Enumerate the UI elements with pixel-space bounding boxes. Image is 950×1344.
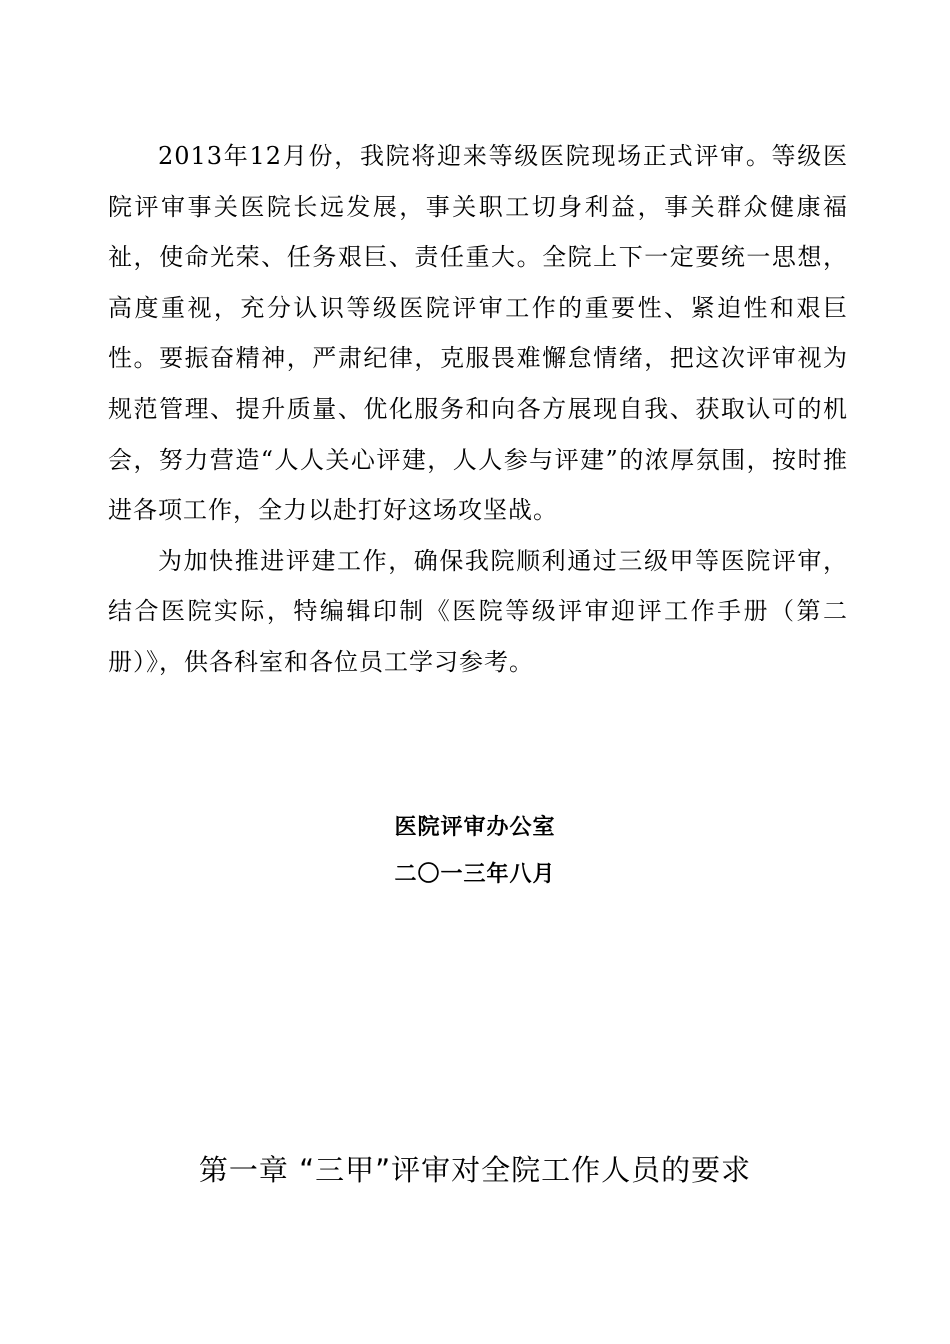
- signoff-date: 二〇一三年八月: [394, 862, 556, 887]
- signoff-office: 医院评审办公室: [394, 815, 556, 840]
- document-body: [108, 131, 848, 688]
- paragraph-purpose: 为加快推进评建工作，确保我院顺利通过三级甲等医院评审，结合医院实际，特编辑印制《医院等级评审迎评工作手册（第二册）》，供各科室和各位员工学习参考。: [108, 546, 848, 676]
- chapter-title: 第一章 “三甲”评审对全院工作人员的要求: [198, 1153, 752, 1187]
- paragraph-intro: 2013年12月份，我院将迎来等级医院现场正式评审。等级医院评审事关医院长远发展，事关职工切身利益，事关群众健康福祉，使命光荣、任务艰巨、责任重大。全院上下一定要统一思想，高度重视，充分认识等级医院评审工作的重要性、紧迫性和艰巨性。要振奋精神，严肃纪律，克服畏难懈怠情绪，把这次评审视为规范管理、提升质量、优化服务和向各方展现自我、获取认可的机会，努力营造“人人关心评建，人人参与评建”的浓厚氛围，按时推进各项工作，全力以赴打好这场攻坚战。: [108, 142, 848, 525]
